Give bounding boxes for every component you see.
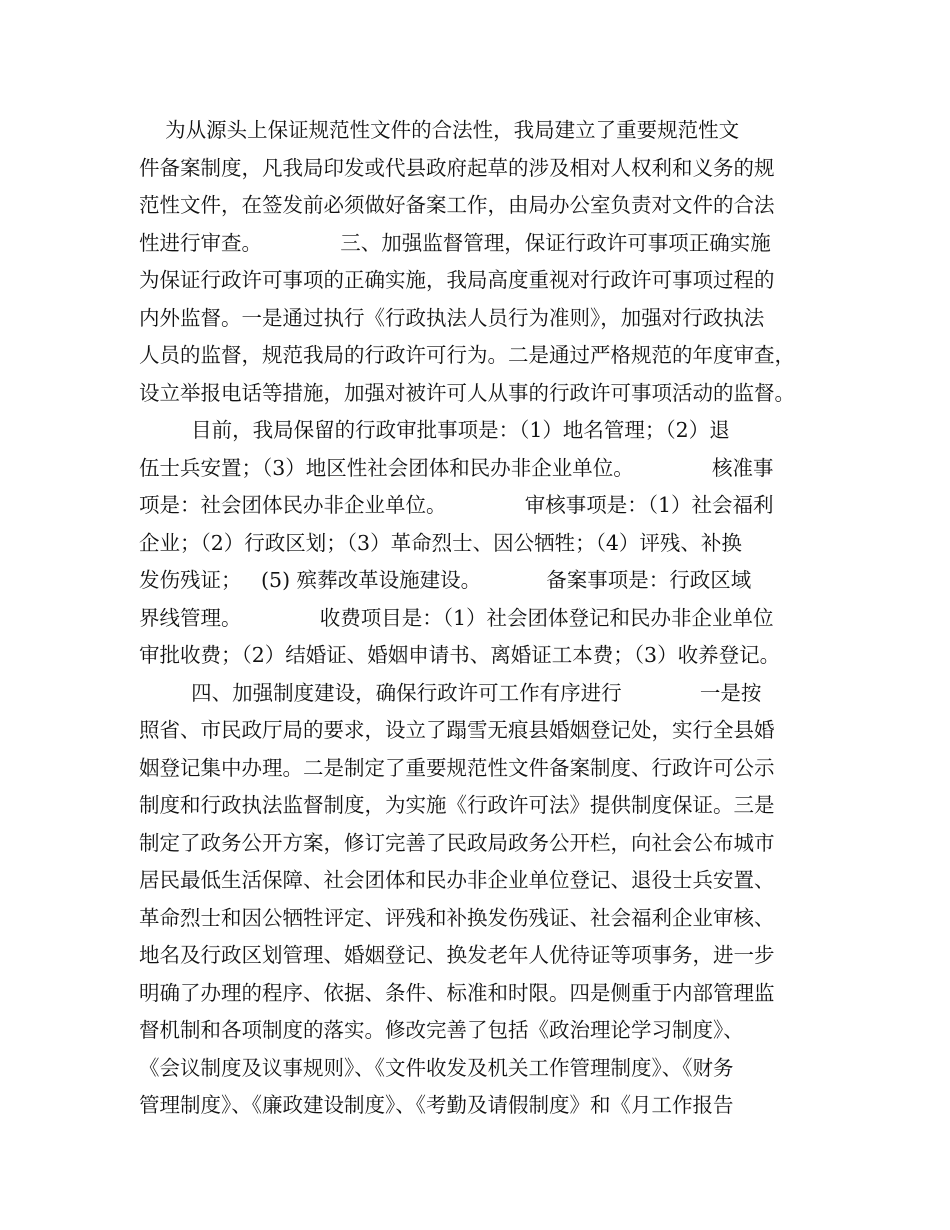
text-line: 制度和行政执法监督制度，为实施《行政许可法》提供制度保证。三是: [139, 793, 775, 817]
text-line: 革命烈士和因公牺牲评定、评残和补换发伤残证、社会福利企业审核、: [139, 905, 775, 930]
text-line: 界线管理。 收费项目是：（1）社会团体登记和民办非企业单位: [139, 605, 774, 630]
text-line: 明确了办理的程序、依据、条件、标准和时限。四是侧重于内部管理监: [139, 980, 775, 1005]
text-line: 性进行审查。 三、加强监督管理，保证行政许可事项正确实施: [139, 230, 771, 255]
text-line: 目前，我局保留的行政审批事项是：（1）地名管理；（2）退: [139, 418, 730, 442]
text-line: 《会议制度及议事规则》、《文件收发及机关工作管理制度》、《财务: [139, 1055, 734, 1080]
document-body: [139, 112, 829, 1125]
text-line: 地名及行政区划管理、婚姻登记、换发老年人优待证等项事务，进一步: [139, 943, 775, 967]
text-line: 人员的监督，规范我局的行政许可行为。二是通过严格规范的年度审查，: [139, 343, 795, 367]
text-line: 设立举报电话等措施，加强对被许可人从事的行政许可事项活动的监督。: [139, 380, 795, 405]
text-line: 范性文件，在签发前必须做好备案工作，由局办公室负责对文件的合法: [139, 193, 775, 217]
text-line: 发伤残证； (5) 殡葬改革设施建设。 备案事项是：行政区域: [139, 568, 752, 592]
text-line: 为保证行政许可事项的正确实施，我局高度重视对行政许可事项过程的: [139, 268, 775, 292]
text-line: 内外监督。一是通过执行《行政执法人员行为准则》，加强对行政执法: [139, 305, 765, 330]
text-line: 伍士兵安置；（3）地区性社会团体和民办非企业单位。 核准事: [139, 455, 774, 480]
text-line: 企业；（2）行政区划；（3）革命烈士、因公牺牲；（4）评残、补换: [139, 530, 742, 555]
text-line: 审批收费；（2）结婚证、婚姻申请书、离婚证工本费；（3）收养登记。: [139, 643, 781, 667]
text-line: 姻登记集中办理。二是制定了重要规范性文件备案制度、行政许可公示: [139, 755, 775, 780]
text-line: 四、加强制度建设，确保行政许可工作有序进行 一是按: [139, 680, 762, 705]
text-line: 件备案制度，凡我局印发或代县政府起草的涉及相对人权利和义务的规: [139, 155, 775, 180]
text-line: 项是：社会团体民办非企业单位。 审核事项是：（1）社会福利: [139, 493, 774, 517]
text-line: 为从源头上保证规范性文件的合法性，我局建立了重要规范性文: [139, 118, 740, 142]
text-line: 制定了政务公开方案，修订完善了民政局政务公开栏，向社会公布城市: [139, 830, 775, 855]
text-line: 管理制度》、《廉政建设制度》、《考勤及请假制度》和《月工作报告: [139, 1093, 734, 1117]
text-line: 督机制和各项制度的落实。修改完善了包括《政治理论学习制度》、: [139, 1018, 744, 1042]
text-line: 照省、市民政厅局的要求，设立了蹋雪无痕县婚姻登记处，实行全县婚: [139, 718, 775, 742]
text-line: 居民最低生活保障、社会团体和民办非企业单位登记、退役士兵安置、: [139, 868, 775, 892]
